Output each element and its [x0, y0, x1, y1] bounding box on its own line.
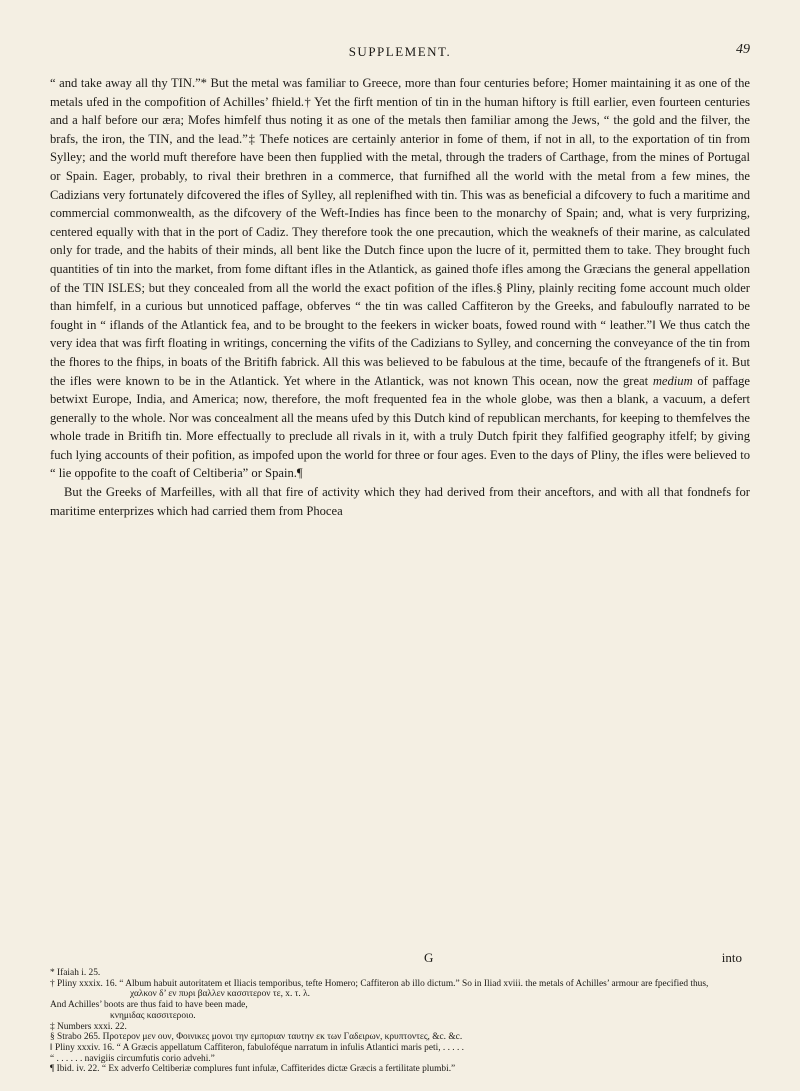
signature-mark: G [424, 950, 434, 965]
footnotes [50, 968, 750, 1075]
footnote-isaiah: * Ifaiah i. 25. [50, 968, 101, 978]
italic-medium: medium [652, 373, 693, 388]
page-number: 49 [736, 42, 750, 57]
paragraph-1-text: “ and take away all thy TIN.”* But the metal was familiar to Greece, more than four centuries before; Homer maintaining it as one of the metals ufed in the compofition of Achilles’ fhield.† Yet the firft mention of tin in the human hiftory is ftill earlier, even fourteen centuries and a half before our æra; Mofes himfelf thus noting it as one of the metals then familiar among the Jews, “ the gold and the filver, the brafs, the iron, the TIN, and the lead.”‡ Thefe notices are certainly anterior in fome of them, if not in all, to the exportation of tin from Sylley; and the world muft therefore have been then fupplied with the metal, through the traders of Carthage, from the mines of Portugal or Spain. Eager, probably, to rival their brethren in a commerce, that furnifhed all the world with the metal from a few mines, the Cadizians very fortunately difcovered the ifles of Sylley, all replenifhed with tin. This was as beneficial a difcovery to fuch a maritime and commercial commonwealth, as the difcovery of the Weft-Indies has fince been to the monarchy of Spain; and, what is very furprizing, centered equally with that in the port of Cadiz. They therefore took the one precaution, which the weaknefs of their marine, as calculated only for trade, and the habits of their minds, all bent like the Dutch fince upon the lucre of it, permitted them to take. They brought fuch quantities of tin into the market, from fome diftant ifles in the Atlantick, as gained thofe ifles among the Græcians the general appellation of the TIN ISLES; but they concealed from all the world the exact pofition of the ifles.§ Pliny, plainly reciting fome account much older than himfelf, in a curious but unnoticed paffage, obferves “ the tin was called Caffiteron by the Greeks, and fabuloufly narrated to be fought in “ iflands of the Atlantick fea, and to be brought to the feekers in wicker boats, fowed round with “ leather.”‖ We thus catch the very idea that was firft floating in writings, concerning the vifits of the Cadizians to Sylley, and concerning the conveyance of the tin from the fhores to the fhips, in boats of the Britifh fabrick. All this was believed to be fabulous at the time, becaufe of the ftrangenefs of it. But the ifles were known to be in the Atlantick. Yet where in the Atlantick, was not known This ocean, now the great [50, 76, 750, 388]
paragraph-1-tail: of paffage betwixt Europe, India, and America; now, therefore, the moft frequented fea in the whole globe, was then a blank, a vacuum, a defert generally to the whole. Nor was concealment all the means ufed by this Dutch kind of republican merchants, for keeping to themfelves the whole trade in Britifh tin. More effectually to preclude all rivals in it, with a truly Dutch fpirit they falfified geography itfelf; by giving fuch lying accounts of their pofition, as impofed upon the world for three or four ages. Even to the days of Pliny, the ifles were believed to “ lie oppofite to the coaft of Celtiberia” or Spain.¶ [50, 373, 751, 481]
page-header [0, 44, 800, 68]
footnote-greek-quote-1: χαλκον δ’ εν πυρι βαλλεν κασσιτερον τε, x. τ. λ. [130, 989, 310, 1000]
footnote-greek-quote-2: κνημιδας κασσιτεροιο. [110, 1010, 196, 1021]
footnote-ibid: ¶ Ibid. iv. 22. “ Ex adverfo Celtiberiæ complures funt infulæ, Caffiterides dictæ Græcis a fertilitate plumbi.” [50, 1064, 456, 1075]
paragraph-2: But the Greeks of Marfeilles, with all that fire of activity which they had derived from their anceftors, and with all that fondnefs for maritime enterprizes which had carried them from Phocea [50, 485, 750, 518]
footnote-achilles-boots: And Achilles’ boots are thus faid to have been made, [50, 1000, 248, 1011]
running-head: SUPPLEMENT. [348, 44, 452, 59]
footnote-pliny-continuation: “ . . . . . . navigiis circumfutis corio advehi.” [50, 1053, 215, 1064]
footnote-numbers: ‡ Numbers xxxi. 22. [50, 1021, 127, 1032]
catchword: into [721, 950, 742, 965]
footnote-pliny-xxxix: † Pliny xxxix. 16. “ Album habuit autoritatem et Iliacis temporibus, tefte Homero; Caffiteron ab illo dictum.” So in Iliad xviii. the metals of Achilles’ armour are fpecified thus, [50, 978, 709, 989]
footnote-strabo: § Strabo 265. Προτερον μεν ουν, Φοινικες μονοι την εμποριαν ταυτην εκ των Γαδειρων, κρυπτοντες, &c. &c. [50, 1032, 463, 1043]
body-text [50, 74, 750, 520]
signature-line [50, 950, 750, 968]
paragraph-1 [50, 74, 750, 483]
footnote-pliny-xxxiv: ‖ Pliny xxxiv. 16. “ A Græcis appellatum Caffiteron, fabuloféque narratum in infulis Atlantici maris peti, . . . . . [50, 1042, 465, 1053]
